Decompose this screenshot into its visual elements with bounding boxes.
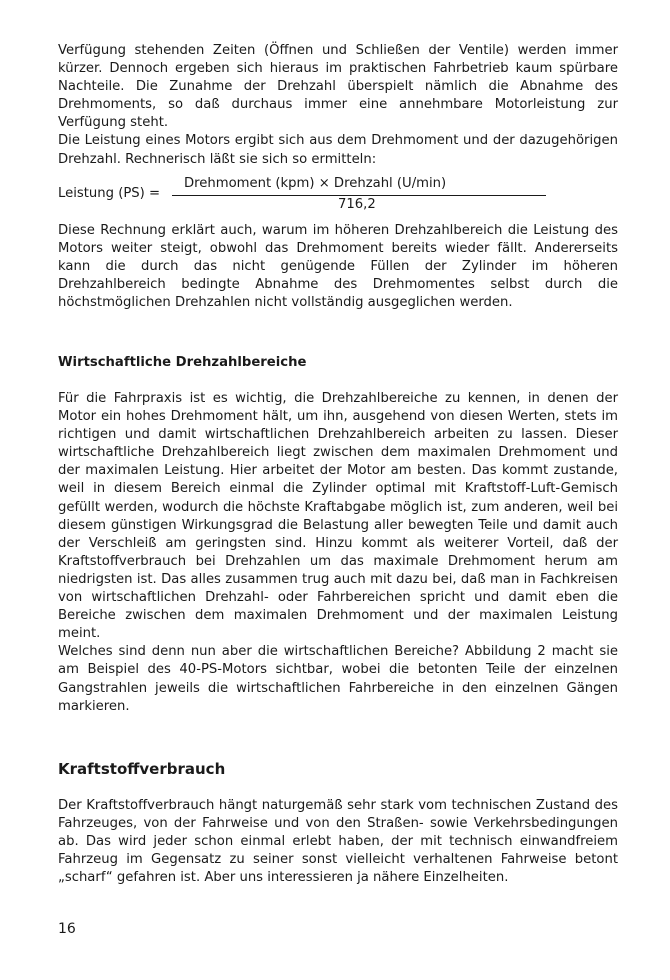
formula-lhs: Leistung (PS) =: [58, 186, 161, 201]
paragraph: Für die Fahrpraxis ist es wichtig, die Drehzahlbereiche zu kennen, in denen der Motor ein hohes Drehmoment hält, um ihn, ausgehend von diesen Werten, stets im richtigen und damit wirtschaftlichen Drehzahlbereich arbeiten zu lassen. Dieser wirtschaftliche Drehzahlbereich liegt zwischen dem maximalen Drehmoment und der maximalen Leistung. Hier arbeitet der Motor am besten. Das kommt zustande, weil in diesem Bereich einmal die Zylinder optimal mit Kraftstoff-Luft-Gemisch gefüllt werden, wodurch die höchste Kraftabgabe möglich ist, zum anderen, weil bei diesem günstigen Wirkungsgrad die Belastung aller bewegten Teile und damit auch der Verschleiß am geringsten sind. Hinzu kommt als weiterer Vorteil, daß der Kraftstoffverbrauch bei Drehzahlen um das maximale Drehmoment herum am niedrigsten ist. Das alles zusammen trug auch mit dazu bei, daß man in Fachkreisen von wirtschaftlichen Drehzahl- oder Fahrbereichen spricht und damit eben die Bereiche zwischen dem maximalen Drehmoment und der maximalen Leistung meint.: [58, 391, 618, 642]
section-heading-kraftstoffverbrauch: Kraftstoffverbrauch: [58, 760, 226, 778]
after-formula-text: [58, 222, 618, 312]
fraction-bar: [172, 195, 546, 196]
paragraph: Der Kraftstoffverbrauch hängt naturgemäß sehr stark vom technischen Zustand des Fahrzeuges, von der Fahrweise und von den Straßen- sowie Verkehrsbedingungen ab. Das wird jeder schon einmal erlebt haben, der mit technisch einwandfreiem Fahrzeug im Gegensatz zu seiner sonst vielleicht verhaltenen Fahrweise betont „scharf“ gefahren ist. Aber uns interessieren ja nähere Einzelheiten.: [58, 798, 618, 886]
intro-text: [58, 42, 618, 169]
power-formula: [58, 175, 618, 215]
paragraph: Verfügung stehenden Zeiten (Öffnen und Schließen der Ventile) werden immer kürzer. Dennoch ergeben sich hieraus im praktischen Fahrbetrieb kaum spürbare Nachteile. Die Zunahme der Drehzahl überspielt nämlich die Abnahme des Drehmoments, so daß durchaus immer eine annehmbare Motorleistung zur Verfügung steht.: [58, 43, 618, 131]
formula-denominator: 716,2: [338, 197, 376, 212]
section-heading-drehzahlbereiche: Wirtschaftliche Drehzahlbereiche: [58, 355, 307, 370]
paragraph: Diese Rechnung erklärt auch, warum im höheren Drehzahlbereich die Leistung des Motors weiter steigt, obwohl das Drehmoment bereits wieder fällt. Andererseits kann die durch das nicht genügende Füllen der Zylinder im höheren Drehzahlbereich bedingte Abnahme des Drehmomentes selbst durch die höchstmöglichen Drehzahlen nicht vollständig ausgeglichen werden.: [58, 223, 618, 311]
formula-numerator: Drehmoment (kpm) × Drehzahl (U/min): [184, 176, 447, 191]
section-kraftstoffverbrauch-text: [58, 797, 618, 887]
page-number: 16: [58, 921, 76, 937]
paragraph: Welches sind denn nun aber die wirtschaftlichen Bereiche? Abbildung 2 macht sie am Beispiel des 40-PS-Motors sichtbar, wobei die betonten Teile der einzelnen Gangstrahlen jeweils die wirtschaftlichen Fahrbereiche in den einzelnen Gängen markieren.: [58, 644, 618, 714]
section-drehzahlbereiche-text: [58, 390, 618, 716]
paragraph: Die Leistung eines Motors ergibt sich aus dem Drehmoment und der dazugehörigen Drehzahl. Rechnerisch läßt sie sich so ermitteln:: [58, 133, 618, 167]
